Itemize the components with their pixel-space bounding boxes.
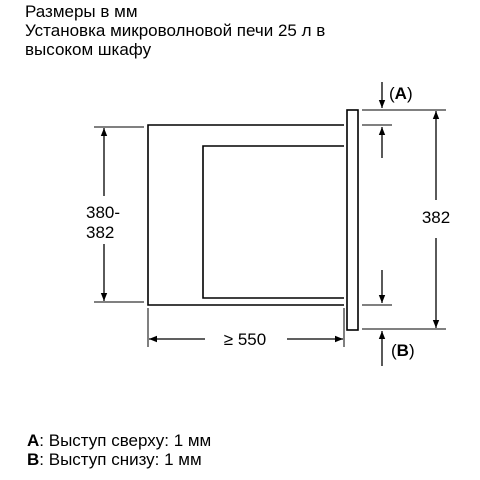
marker-a-close: ) [406, 84, 413, 103]
notes-block [27, 431, 211, 469]
niche-height-label-line-2: 382 [86, 223, 115, 242]
note-a [27, 431, 211, 450]
front-height-label: 382 [421, 208, 451, 227]
note-b-text: : Выступ снизу: 1 мм [39, 450, 202, 469]
marker-b-close: ) [408, 341, 415, 360]
depth-label: ≥ 550 [223, 330, 267, 349]
marker-a [389, 84, 413, 103]
niche-height-label-line-1: 380- [86, 203, 121, 222]
microwave-front-frame [347, 110, 358, 330]
marker-b [391, 341, 415, 360]
note-b-key: B [27, 450, 40, 469]
marker-a-open: ( [389, 84, 395, 103]
title-line-1: Размеры в мм [25, 2, 138, 21]
note-b [27, 450, 211, 469]
note-a-text: : Выступ сверху: 1 мм [39, 431, 212, 450]
microwave-body-outline [203, 146, 344, 298]
marker-a-letter: A [394, 84, 407, 103]
title-line-2: Установка микроволновой печи 25 л в [25, 21, 326, 40]
marker-b-open: ( [391, 341, 397, 360]
marker-b-letter: B [396, 341, 409, 360]
cabinet-niche-outline [148, 125, 344, 305]
title-line-3: высоком шкафу [25, 40, 152, 59]
note-a-key: A [27, 431, 40, 450]
